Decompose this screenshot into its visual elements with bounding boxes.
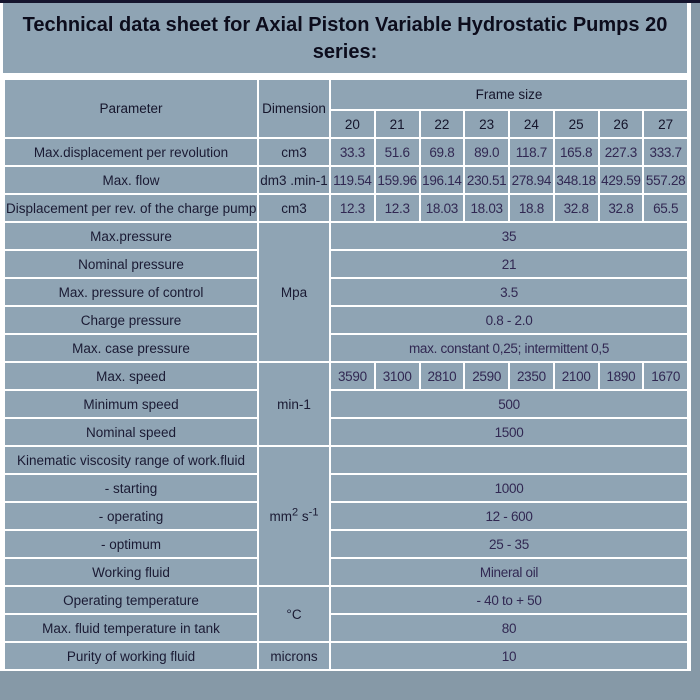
dim-cell: cm3 (258, 194, 330, 222)
value-cell: 557.28 (643, 166, 688, 194)
value-cell: Mineral oil (330, 558, 688, 586)
value-cell: 2590 (464, 362, 509, 390)
frame-size-col-header: 27 (643, 110, 688, 138)
value-cell: 51.6 (375, 138, 420, 166)
frame-size-col-header: 21 (375, 110, 420, 138)
value-cell: 119.54 (330, 166, 375, 194)
frame-size-col-header: 25 (554, 110, 599, 138)
value-cell: 18.03 (464, 194, 509, 222)
value-cell: 21 (330, 250, 688, 278)
value-cell: 32.8 (599, 194, 644, 222)
unit-base: mm (269, 508, 293, 524)
table-row (4, 418, 688, 446)
value-cell: 278.94 (509, 166, 554, 194)
table-row (4, 586, 688, 614)
frame-size-col-header: 23 (464, 110, 509, 138)
dim-cell (258, 446, 330, 586)
unit-exponent: -1 (308, 506, 319, 518)
param-cell: Nominal speed (4, 418, 258, 446)
dim-cell: microns (258, 642, 330, 670)
table-row (4, 558, 688, 586)
dim-cell: Mpa (258, 222, 330, 362)
param-cell: Charge pressure (4, 306, 258, 334)
frame-size-col-header: 20 (330, 110, 375, 138)
header-row-1 (4, 79, 688, 110)
table-row (4, 642, 688, 670)
param-cell: Minimum speed (4, 390, 258, 418)
value-cell: 2350 (509, 362, 554, 390)
col-header-dimension: Dimension (258, 79, 330, 138)
page-title-line1: Technical data sheet for Axial Piston Variable Hydrostatic Pumps 20 (22, 14, 668, 36)
table-row (4, 614, 688, 642)
table-row (4, 194, 688, 222)
value-cell: 165.8 (554, 138, 599, 166)
unit-exponent: 2 (292, 506, 299, 518)
param-cell: Max.pressure (4, 222, 258, 250)
value-cell: 18.8 (509, 194, 554, 222)
param-cell: Operating temperature (4, 586, 258, 614)
table-row (4, 530, 688, 558)
data-sheet (0, 3, 691, 671)
table-row (4, 250, 688, 278)
value-cell: 1000 (330, 474, 688, 502)
value-cell: 196.14 (420, 166, 465, 194)
value-cell: 3.5 (330, 278, 688, 306)
param-cell: Purity of working fluid (4, 642, 258, 670)
value-cell: 80 (330, 614, 688, 642)
page-title-line2: series: (312, 41, 378, 63)
page-title (3, 3, 687, 73)
dim-cell: dm3 .min-1 (258, 166, 330, 194)
value-cell: 69.8 (420, 138, 465, 166)
col-header-parameter: Parameter (4, 79, 258, 138)
technical-data-table (3, 78, 689, 671)
value-cell: 33.3 (330, 138, 375, 166)
param-cell: Working fluid (4, 558, 258, 586)
value-cell: 429.59 (599, 166, 644, 194)
table-row (4, 362, 688, 390)
value-cell: 348.18 (554, 166, 599, 194)
table-row (4, 446, 688, 474)
value-cell (330, 446, 688, 474)
value-cell: 32.8 (554, 194, 599, 222)
value-cell: 65.5 (643, 194, 688, 222)
dim-cell: cm3 (258, 138, 330, 166)
value-cell: 25 - 35 (330, 530, 688, 558)
value-cell: 10 (330, 642, 688, 670)
table-row (4, 306, 688, 334)
table-row (4, 222, 688, 250)
value-cell: - 40 to + 50 (330, 586, 688, 614)
value-cell: 12 - 600 (330, 502, 688, 530)
value-cell: 227.3 (599, 138, 644, 166)
frame-size-col-header: 22 (420, 110, 465, 138)
value-cell: 18.03 (420, 194, 465, 222)
param-cell: Max.displacement per revolution (4, 138, 258, 166)
value-cell: 35 (330, 222, 688, 250)
col-header-frame-size: Frame size (330, 79, 688, 110)
dim-cell: min-1 (258, 362, 330, 446)
value-cell: 1500 (330, 418, 688, 446)
param-cell: - starting (4, 474, 258, 502)
param-cell: Max. speed (4, 362, 258, 390)
value-cell: 230.51 (464, 166, 509, 194)
value-cell: 500 (330, 390, 688, 418)
param-cell: Nominal pressure (4, 250, 258, 278)
table-row (4, 502, 688, 530)
dim-cell: °C (258, 586, 330, 642)
value-cell: 159.96 (375, 166, 420, 194)
param-cell: - operating (4, 502, 258, 530)
value-cell: 12.3 (375, 194, 420, 222)
value-cell: 89.0 (464, 138, 509, 166)
table-row (4, 390, 688, 418)
table-row (4, 166, 688, 194)
unit-base: s (298, 508, 309, 524)
value-cell: 2810 (420, 362, 465, 390)
table-row (4, 278, 688, 306)
value-cell: max. constant 0,25; intermittent 0,5 (330, 334, 688, 362)
param-cell: Max. case pressure (4, 334, 258, 362)
value-cell: 0.8 - 2.0 (330, 306, 688, 334)
table-row (4, 474, 688, 502)
value-cell: 3100 (375, 362, 420, 390)
param-cell: Max. fluid temperature in tank (4, 614, 258, 642)
value-cell: 1890 (599, 362, 644, 390)
value-cell: 333.7 (643, 138, 688, 166)
param-cell: Max. flow (4, 166, 258, 194)
table-row (4, 138, 688, 166)
value-cell: 3590 (330, 362, 375, 390)
param-cell: - optimum (4, 530, 258, 558)
param-cell: Max. pressure of control (4, 278, 258, 306)
param-cell: Displacement per rev. of the charge pump (4, 194, 258, 222)
table-row (4, 334, 688, 362)
frame-size-col-header: 24 (509, 110, 554, 138)
value-cell: 2100 (554, 362, 599, 390)
value-cell: 1670 (643, 362, 688, 390)
frame-size-col-header: 26 (599, 110, 644, 138)
value-cell: 118.7 (509, 138, 554, 166)
value-cell: 12.3 (330, 194, 375, 222)
param-cell: Kinematic viscosity range of work.fluid (4, 446, 258, 474)
